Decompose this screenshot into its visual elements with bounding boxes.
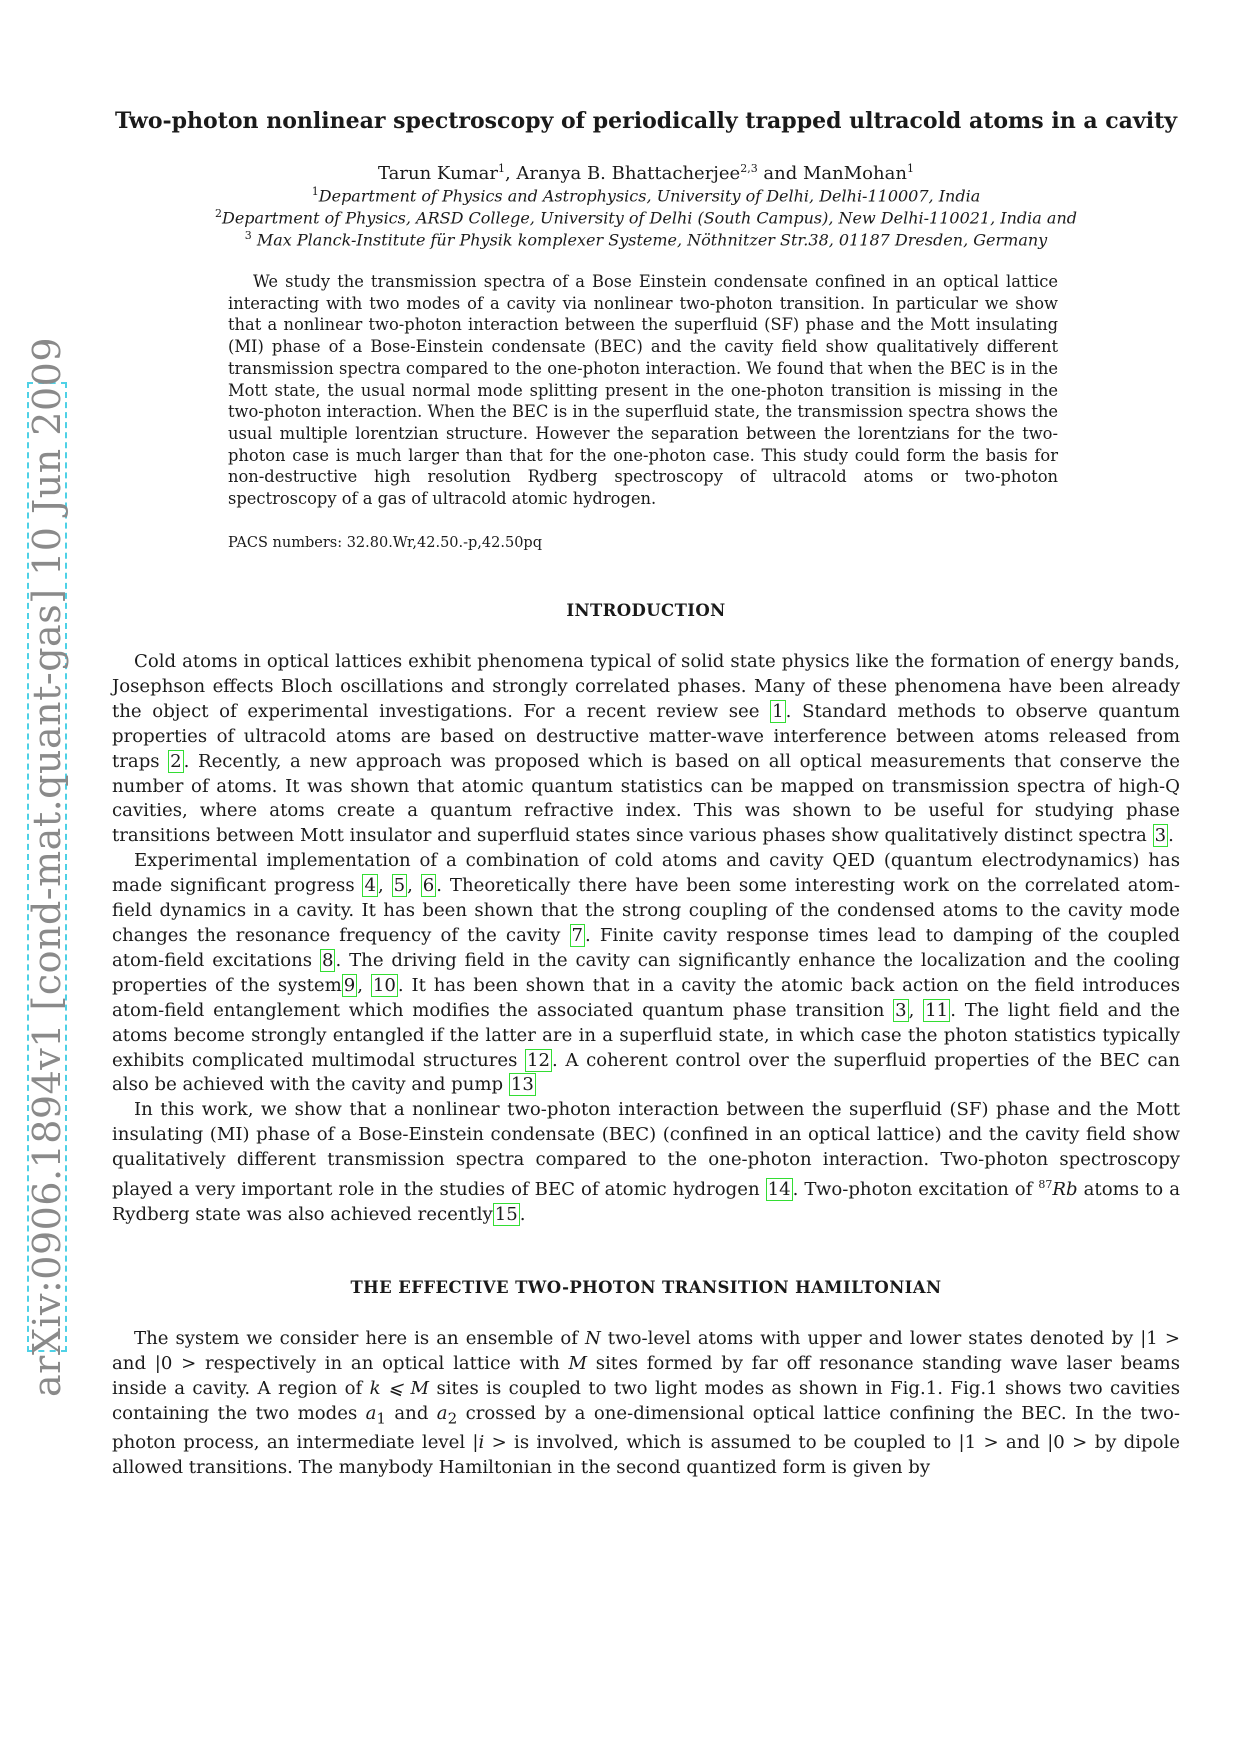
author-affiliation-mark: 2,3 xyxy=(740,162,758,175)
citation-link[interactable]: 3 xyxy=(895,999,907,1021)
citation-link[interactable]: 13 xyxy=(510,1074,534,1096)
citation-link[interactable]: 14 xyxy=(767,1179,791,1201)
citation-link[interactable]: 12 xyxy=(527,1049,551,1071)
paper-title: Two-photon nonlinear spectroscopy of periodically trapped ultracold atoms in a cavity xyxy=(114,108,1178,134)
paragraph: Experimental implementation of a combination of cold atoms and cavity QED (quantum electrodynamics) has made significant progress 4 , 5 , 6 . Theoretically there have been some interesting work on the correlated atom-field dynamics in a cavity. It has been shown that the strong coupling of the condensed atoms to the cavity mode changes the resonance frequency of the cavity 7 . Finite cavity response times lead to damping of the coupled atom-field excitations 8 . The driving field in the cavity can significantly enhance the localization and the cooling properties of the system 9 , 10 . It has been shown that in a cavity the atomic back action on the field introduces atom-field entanglement which modifies the associated quantum phase transition 3 , 11 . The light field and the atoms become strongly entangled if the latter are in a superfluid state, in which case the photon statistics typically exhibits complicated multimodal structures 12 . A coherent control over the superfluid properties of the BEC can also be achieved with the cavity and pump 13 xyxy=(112,850,1181,1096)
author-list: Tarun Kumar$^1$, Aranya B. Bhattacherjee$^{2,3}$ and ManMohan$^1$ xyxy=(378,162,914,184)
affiliation-1: $^1$Department of Physics and Astrophysics, University of Delhi, Delhi-110007, India xyxy=(311,185,981,206)
hamiltonian-body xyxy=(112,1327,1180,1481)
citation-link[interactable]: 6 xyxy=(422,875,435,897)
author-name: ManMohan xyxy=(803,163,907,184)
arxiv-identifier-text: arXiv:0906.1894v1 [cond-mat.quant-gas] 10 Jun 2009 xyxy=(25,337,69,1397)
affiliation-3: $^3$ Max Planck-Institute für Physik komplexer Systeme, Nöthnitzer Str.38, 01187 Dresden, Germany xyxy=(244,229,1048,250)
citation-link[interactable]: 15 xyxy=(494,1203,518,1225)
citation-link[interactable]: 8 xyxy=(321,949,334,971)
citation-link[interactable]: 10 xyxy=(372,974,396,996)
citation-link[interactable]: 7 xyxy=(571,924,584,946)
paragraph: In this work, we show that a nonlinear two-photon interaction between the superfluid (SF) phase and the Mott insulating (MI) phase of a Bose-Einstein condensate (BEC) (confined in an optical lattice) and the cavity field show qualitatively different transmission spectra compared to the one-photon interaction. Two-photon spectroscopy played a very important role in the studies of BEC of atomic hydrogen 14 . Two-photon excitation of $^{87}$Rb atoms to a Rydberg state was also achieved recently 15 . xyxy=(112,1099,1180,1225)
section-heading-hamiltonian: THE EFFECTIVE TWO-PHOTON TRANSITION HAMILTONIAN xyxy=(350,1278,942,1297)
pacs-numbers: PACS numbers: 32.80.Wr,42.50.-p,42.50pq xyxy=(228,535,542,551)
author-affiliation-mark: 1 xyxy=(497,162,505,175)
citation-link[interactable]: 1 xyxy=(772,700,784,722)
affiliation-2: $^2$Department of Physics, ARSD College, University of Delhi (South Campus), New Delhi-110021, India and xyxy=(214,207,1077,228)
citation-link[interactable]: 4 xyxy=(364,875,376,897)
author-affiliation-mark: 1 xyxy=(906,162,914,175)
section-heading-introduction: INTRODUCTION xyxy=(566,601,726,620)
paragraph: Cold atoms in optical lattices exhibit phenomena typical of solid state physics like the formation of energy bands, Josephson effects Bloch oscillations and strongly correlated phases. Many of these phenomena have been already the object of experimental investigations. For a recent review see 1 . Standard methods to observe quantum properties of ultracold atoms are based on destructive matter-wave interference between atoms released from traps 2 . Recently, a new approach was proposed which is based on all optical measurements that conserve the number of atoms. It was shown that atomic quantum statistics can be mapped on transmission spectra of high-Q cavities, where atoms create a quantum refractive index. This was shown to be useful for studying phase transitions between Mott insulator and superfluid states since various phases show qualitatively distinct spectra 3 . xyxy=(112,651,1180,847)
citation-link[interactable]: 5 xyxy=(393,875,406,897)
citation-link[interactable]: 2 xyxy=(170,750,182,772)
introduction-body xyxy=(112,650,1180,1228)
paragraph: The system we consider here is an ensemble of N two-level atoms with upper and lower states denoted by |1 > and |0 > respectively in an optical lattice with M sites formed by far off resonance standing wave laser beams inside a cavity. A region of k ⩽ M sites is coupled to two light modes as shown in Fig.1. Fig.1 shows two cavities containing the two modes $a_1$ and $a_2$ crossed by a one-dimensional optical lattice confining the BEC. In the two-photon process, an intermediate level |i > is involved, which is assumed to be coupled to |1 > and |0 > by dipole allowed transitions. The manybody Hamiltonian in the second quantized form is given by xyxy=(112,1328,1180,1479)
citation-link[interactable]: 9 xyxy=(343,974,356,996)
citation-link[interactable]: 11 xyxy=(925,999,949,1021)
arxiv-identifier-stamp[interactable] xyxy=(25,337,69,1397)
author-name: Aranya B. Bhattacherjee xyxy=(516,163,741,184)
citation-link[interactable]: 3 xyxy=(1154,825,1167,847)
author-name: Tarun Kumar xyxy=(378,163,498,184)
abstract: We study the transmission spectra of a Bose Einstein condensate confined in an optical lattice interacting with two modes of a cavity via nonlinear two-photon transition. In particular we show that a nonlinear two-photon interaction between the superfluid (SF) phase and the Mott insulating (MI) phase of a Bose-Einstein condensate (BEC) and the cavity field show qualitatively different transmission spectra compared to the one-photon interaction. We found that when the BEC is in the Mott state, the usual normal mode splitting present in the one-photon transition is missing in the two-photon interaction. When the BEC is in the superfluid state, the transmission spectra shows the usual multiple lorentzian structure. However the separation between the lorentzians for the two-photon case is much larger than that for the one-photon case. This study could form the basis for non-destructive high resolution Rydberg spectroscopy of ultracold atoms or two-photon spectroscopy of a gas of ultracold atomic hydrogen. xyxy=(228,272,1058,509)
